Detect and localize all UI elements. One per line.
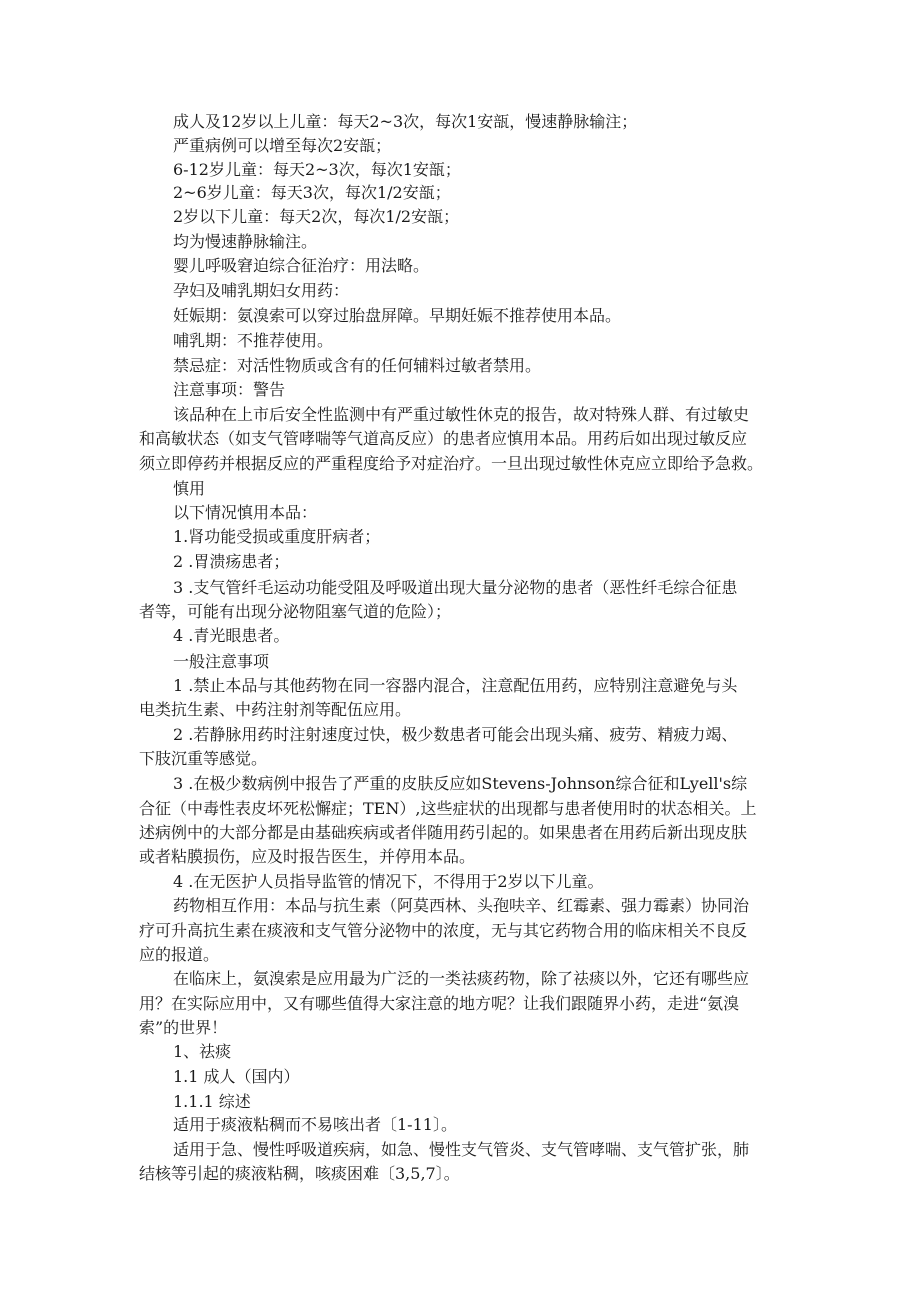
general-note-2-line-1: 2 .若静脉用药时注射速度过快，极少数患者可能会出现头痛、疲劳、精疲力竭、 [173, 725, 738, 744]
caution-intro-line: 以下情况慎用本品： [173, 503, 318, 522]
general-note-4: 4 .在无医护人员指导监管的情况下，不得用于2岁以下儿童。 [173, 872, 604, 891]
indication-line-2: 适用于急、慢性呼吸道疾病，如急、慢性支气管炎、支气管哮喘、支气管扩张，肺 [173, 1140, 750, 1159]
caution-heading: 慎用 [173, 479, 206, 498]
interaction-line-2: 疗可升高抗生素在痰液和支气管分泌物中的浓度，无与其它药物合用的临床相关不良反 [139, 921, 748, 940]
pregnancy-line: 妊娠期：氨溴索可以穿过胎盘屏障。早期妊娠不推荐使用本品。 [173, 306, 622, 325]
warning-paragraph-line-3: 须立即停药并根据反应的严重程度给予对症治疗。一旦出现过敏性休克应立即给予急救。 [139, 454, 764, 473]
indication-line-1: 适用于痰液粘稠而不易咳出者〔1-11〕。 [173, 1115, 457, 1134]
interaction-line-3: 应的报道。 [139, 945, 220, 964]
warning-heading: 注意事项：警告 [173, 380, 286, 399]
general-note-3-line-4: 或者粘膜损伤，应及时报告医生，并停用本品。 [139, 847, 476, 866]
infant-rds-line: 婴儿呼吸窘迫综合征治疗：用法略。 [173, 256, 430, 275]
caution-item-3-line-1: 3 .支气管纤毛运动功能受阻及呼吸道出现大量分泌物的患者（恶性纤毛综合征患 [173, 578, 738, 597]
section-1-1-heading: 1.1 成人（国内） [173, 1067, 300, 1086]
general-note-3-line-3: 述病例中的大部分都是由基础疾病或者伴随用药引起的。如果患者在用药后新出现皮肤 [139, 823, 748, 842]
interaction-line-1: 药物相互作用：本品与抗生素（阿莫西林、头孢呋辛、红霉素、强力霉素）协同治 [173, 896, 750, 915]
general-notes-heading: 一般注意事项 [173, 652, 270, 671]
section-1-heading: 1、祛痰 [173, 1042, 232, 1061]
dosage-severe-line: 严重病例可以增至每次2安瓿； [173, 136, 392, 155]
general-note-3-line-1: 3 .在极少数病例中报告了严重的皮肤反应如Stevens-Johnson综合征和Lyell's综 [173, 774, 748, 793]
intro-paragraph-line-2: 用？在实际应用中，又有哪些值得大家注意的地方呢？让我们跟随界小药，走进“氨溴 [139, 994, 740, 1013]
dosage-under-2-line: 2岁以下儿童：每天2次，每次1/2安瓿； [173, 207, 460, 226]
general-note-1-line-1: 1 .禁止本品与其他药物在同一容器内混合，注意配伍用药，应特别注意避免与头 [173, 676, 738, 695]
general-note-2-line-2: 下肢沉重等感觉。 [139, 749, 268, 768]
caution-item-1: 1.肾功能受损或重度肝病者； [173, 527, 381, 546]
general-note-3-line-2: 合征（中毒性表皮坏死松懈症；TEN）,这些症状的出现都与患者使用时的状态相关。上 [139, 799, 757, 818]
general-note-1-line-2: 电类抗生素、中药注射剂等配伍应用。 [139, 700, 412, 719]
dosage-6-12-line: 6-12岁儿童：每天2~3次，每次1安瓿； [173, 160, 461, 179]
intro-paragraph-line-1: 在临床上，氨溴索是应用最为广泛的一类祛痰药物，除了祛痰以外，它还有哪些应 [173, 969, 750, 988]
dosage-2-6-line: 2~6岁儿童：每天3次，每次1/2安瓿； [173, 183, 451, 202]
warning-paragraph-line-2: 和高敏状态（如支气管哮喘等气道高反应）的患者应慎用本品。用药后如出现过敏反应 [139, 429, 748, 448]
indication-line-3: 结核等引起的痰液粘稠，咳痰困难〔3,5,7〕。 [139, 1164, 460, 1183]
caution-item-2: 2 .胃溃疡患者； [173, 552, 290, 571]
caution-item-3-line-2: 者等，可能有出现分泌物阻塞气道的危险）； [139, 602, 452, 621]
section-1-1-1-heading: 1.1.1 综述 [173, 1092, 251, 1111]
pregnancy-heading: 孕妇及哺乳期妇女用药： [173, 281, 350, 300]
dosage-adult-line: 成人及12岁以上儿童：每天2~3次，每次1安瓿，慢速静脉输注； [173, 112, 638, 131]
dosage-slow-infusion-line: 均为慢速静脉输注。 [173, 232, 318, 251]
caution-item-4: 4 .青光眼患者。 [173, 626, 290, 645]
warning-paragraph-line-1: 该品种在上市后安全性监测中有严重过敏性休克的报告，故对特殊人群、有过敏史 [173, 405, 750, 424]
intro-paragraph-line-3: 索”的世界！ [139, 1018, 228, 1037]
lactation-line: 哺乳期：不推荐使用。 [173, 331, 334, 350]
contraindication-line: 禁忌症：对活性物质或含有的任何辅料过敏者禁用。 [173, 356, 542, 375]
